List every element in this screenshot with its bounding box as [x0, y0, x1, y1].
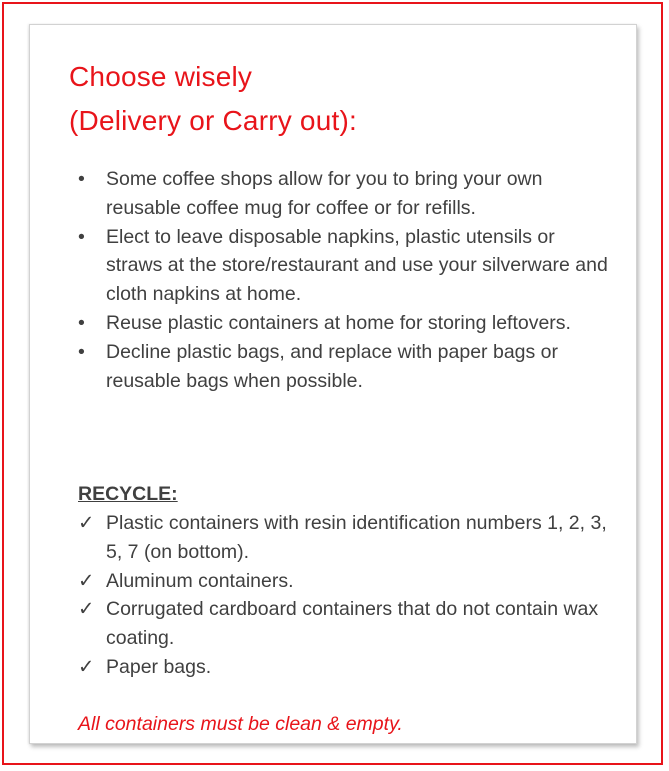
- tip-text: Reuse plastic containers at home for storing leftovers.: [106, 311, 571, 334]
- recycle-item: [78, 595, 608, 653]
- tip-item: [78, 309, 608, 338]
- recycle-title: RECYCLE:: [78, 483, 178, 505]
- tip-item: [78, 338, 608, 396]
- checkmark-icon: ✓: [78, 512, 95, 534]
- bullet-icon: •: [78, 168, 85, 190]
- bullet-icon: •: [78, 340, 85, 363]
- tip-text: Decline plastic bags, and replace with paper bags or reusable bags when possible.: [106, 340, 559, 392]
- tip-item: [78, 165, 608, 223]
- recycle-item: [78, 509, 608, 567]
- tips-list: [78, 165, 608, 395]
- checkmark-icon: ✓: [78, 598, 95, 621]
- recycle-item-text: Paper bags.: [106, 655, 212, 678]
- containers-note: All containers must be clean & empty.: [78, 713, 403, 735]
- checkmark-icon: ✓: [78, 655, 95, 678]
- bullet-icon: •: [78, 225, 85, 248]
- tip-item: [78, 223, 608, 309]
- tip-text: Elect to leave disposable napkins, plastic utensils or straws at the store/restaurant and use your silverware and cloth napkins at home.: [106, 225, 608, 306]
- heading-line-2: (Delivery or Carry out):: [69, 105, 357, 136]
- tip-text: Some coffee shops allow for you to bring your own reusable coffee mug for coffee or for refills.: [106, 168, 543, 219]
- recycle-item-text: Corrugated cardboard containers that do not contain wax coating.: [106, 598, 599, 650]
- recycle-item: [78, 567, 608, 596]
- checkmark-icon: ✓: [78, 569, 95, 592]
- recycle-item: [78, 653, 608, 682]
- heading-line-1: Choose wisely: [69, 61, 253, 92]
- info-card: [29, 24, 637, 744]
- heading: [69, 55, 357, 143]
- recycle-list: [78, 509, 608, 682]
- recycle-item-text: Plastic containers with resin identification numbers 1, 2, 3, 5, 7 (on bottom).: [106, 512, 607, 563]
- recycle-item-text: Aluminum containers.: [106, 569, 294, 592]
- bullet-icon: •: [78, 311, 85, 334]
